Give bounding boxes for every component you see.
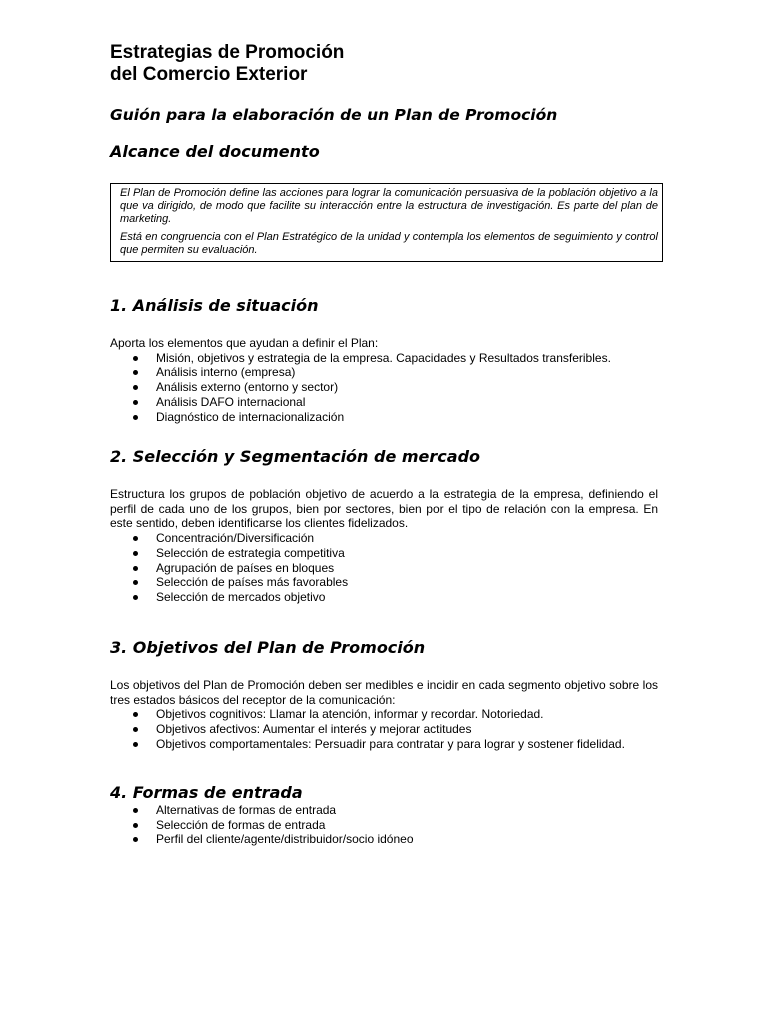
section-1-heading: 1. Análisis de situación — [110, 296, 319, 315]
section-4-body — [110, 803, 658, 847]
section-2-body — [110, 487, 658, 605]
list-item: Diagnóstico de internacionalización — [110, 410, 658, 425]
scope-paragraph-2: Está en congruencia con el Plan Estratégico de la unidad y contempla los elementos de seguimiento y control que permiten su evaluación. — [120, 231, 658, 256]
section-3-body — [110, 678, 658, 752]
scope-box — [110, 183, 663, 262]
list-item: Misión, objetivos y estrategia de la empresa. Capacidades y Resultados transferibles. — [110, 351, 658, 366]
section-2-heading: 2. Selección y Segmentación de mercado — [110, 447, 481, 466]
list-item: Objetivos cognitivos: Llamar la atención, informar y recordar. Notoriedad. — [110, 707, 658, 722]
scope-heading: Alcance del documento — [110, 142, 320, 161]
title-line-1: Estrategias de Promoción — [110, 42, 345, 63]
list-item: Objetivos afectivos: Aumentar el interés y mejorar actitudes — [110, 722, 658, 737]
section-4-list — [110, 803, 658, 847]
list-item: Selección de estrategia competitiva — [110, 546, 658, 561]
list-item: Selección de mercados objetivo — [110, 590, 658, 605]
section-2-intro: Estructura los grupos de población objetivo de acuerdo a la estrategia de la empresa, definiendo el perfil de cada uno de los grupos, bien por sectores, bien por el tipo de relación con la empresa. En este sentido, deben identificarse los clientes fidelizados. — [110, 487, 658, 531]
list-item: Alternativas de formas de entrada — [110, 803, 658, 818]
list-item: Análisis DAFO internacional — [110, 395, 658, 410]
section-1-intro: Aporta los elementos que ayudan a definir el Plan: — [110, 336, 379, 350]
section-4-heading: 4. Formas de entrada — [110, 783, 303, 802]
list-item: Análisis externo (entorno y sector) — [110, 380, 658, 395]
list-item: Perfil del cliente/agente/distribuidor/socio idóneo — [110, 832, 658, 847]
list-item: Agrupación de países en bloques — [110, 561, 658, 576]
document-title — [110, 42, 658, 86]
document-page — [110, 42, 658, 847]
section-3-list — [110, 707, 658, 751]
section-2-list — [110, 531, 658, 605]
list-item: Objetivos comportamentales: Persuadir para contratar y para lograr y sostener fidelidad. — [110, 737, 658, 752]
list-item: Análisis interno (empresa) — [110, 365, 658, 380]
section-1-list — [110, 351, 658, 425]
document-subtitle: Guión para la elaboración de un Plan de Promoción — [110, 106, 558, 124]
list-item: Selección de formas de entrada — [110, 818, 658, 833]
title-line-2: del Comercio Exterior — [110, 64, 308, 85]
list-item: Selección de países más favorables — [110, 575, 658, 590]
section-1-body — [110, 336, 658, 424]
section-3-heading: 3. Objetivos del Plan de Promoción — [110, 638, 426, 657]
list-item: Concentración/Diversificación — [110, 531, 658, 546]
scope-paragraph-1: El Plan de Promoción define las acciones para lograr la comunicación persuasiva de la población objetivo a la que va dirigido, de modo que facilite su interacción entre la estructura de investigación. Es parte del plan de marketing. — [120, 187, 658, 225]
section-3-intro: Los objetivos del Plan de Promoción deben ser medibles e incidir en cada segmento objetivo sobre los tres estados básicos del receptor de la comunicación: — [110, 678, 658, 707]
